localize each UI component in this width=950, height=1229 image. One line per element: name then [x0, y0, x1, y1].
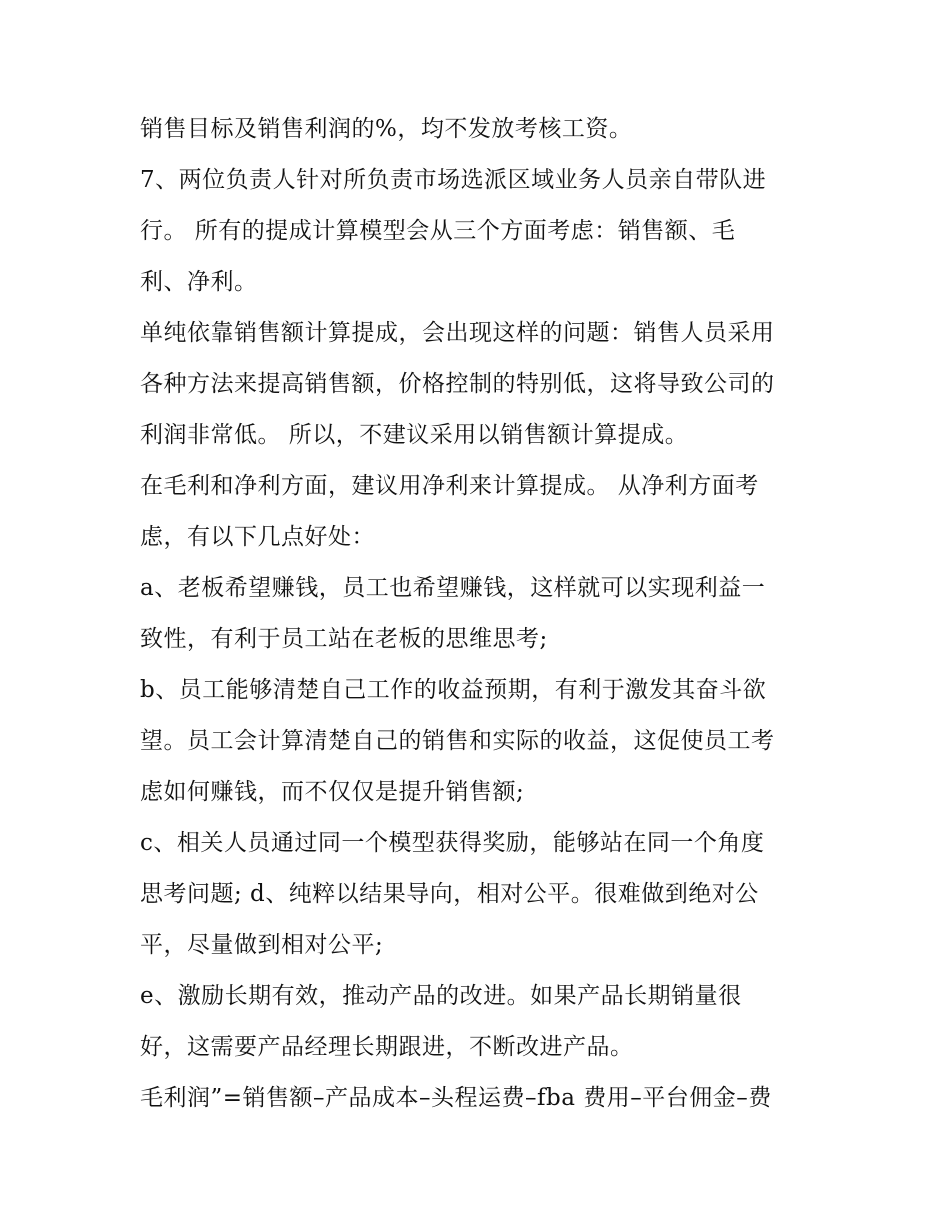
- text-line-7: 利润非常低。 所以，不建议采用以销售额计算提成。: [140, 422, 689, 448]
- text-line-13: 望。员工会计算清楚自己的销售和实际的收益，这促使员工考: [140, 728, 775, 754]
- text-line-1: 销售目标及销售利润的%，均不发放考核工资。: [140, 116, 633, 142]
- text-line-11: 致性，有利于员工站在老板的思维思考;: [140, 626, 548, 652]
- text-line-10: a、老板希望赚钱，员工也希望赚钱，这样就可以实现利益一: [140, 575, 766, 601]
- text-line-8: 在毛利和净利方面，建议用净利来计算提成。 从净利方面考: [140, 473, 759, 499]
- text-line-2: 7、两位负责人针对所负责市场选派区域业务人员亲自带队进: [140, 167, 767, 193]
- text-line-9: 虑，有以下几点好处：: [140, 524, 375, 550]
- text-line-18: e、激励长期有效，推动产品的改进。如果产品长期销量很: [140, 983, 742, 1009]
- body-text: [140, 108, 820, 1128]
- text-line-17: 平，尽量做到相对公平;: [140, 932, 384, 958]
- text-line-14: 虑如何赚钱，而不仅仅是提升销售额;: [140, 779, 525, 805]
- text-line-16: 思考问题; d、纯粹以结果导向，相对公平。很难做到绝对公: [140, 881, 759, 907]
- text-line-3: 行。 所有的提成计算模型会从三个方面考虑：销售额、毛: [140, 218, 736, 244]
- text-line-5: 单纯依靠销售额计算提成，会出现这样的问题：销售人员采用: [140, 320, 775, 346]
- text-line-12: b、员工能够清楚自己工作的收益预期，有利于激发其奋斗欲: [140, 677, 767, 703]
- text-line-15: c、相关人员通过同一个模型获得奖励，能够站在同一个角度: [140, 830, 765, 856]
- text-line-20: 毛利润”=销售额–产品成本–头程运费–fba 费用–平台佣金–费: [140, 1085, 772, 1111]
- text-line-4: 利、净利。: [140, 269, 258, 295]
- text-line-19: 好，这需要产品经理长期跟进，不断改进产品。: [140, 1034, 634, 1060]
- text-line-6: 各种方法来提高销售额，价格控制的特别低，这将导致公司的: [140, 371, 775, 397]
